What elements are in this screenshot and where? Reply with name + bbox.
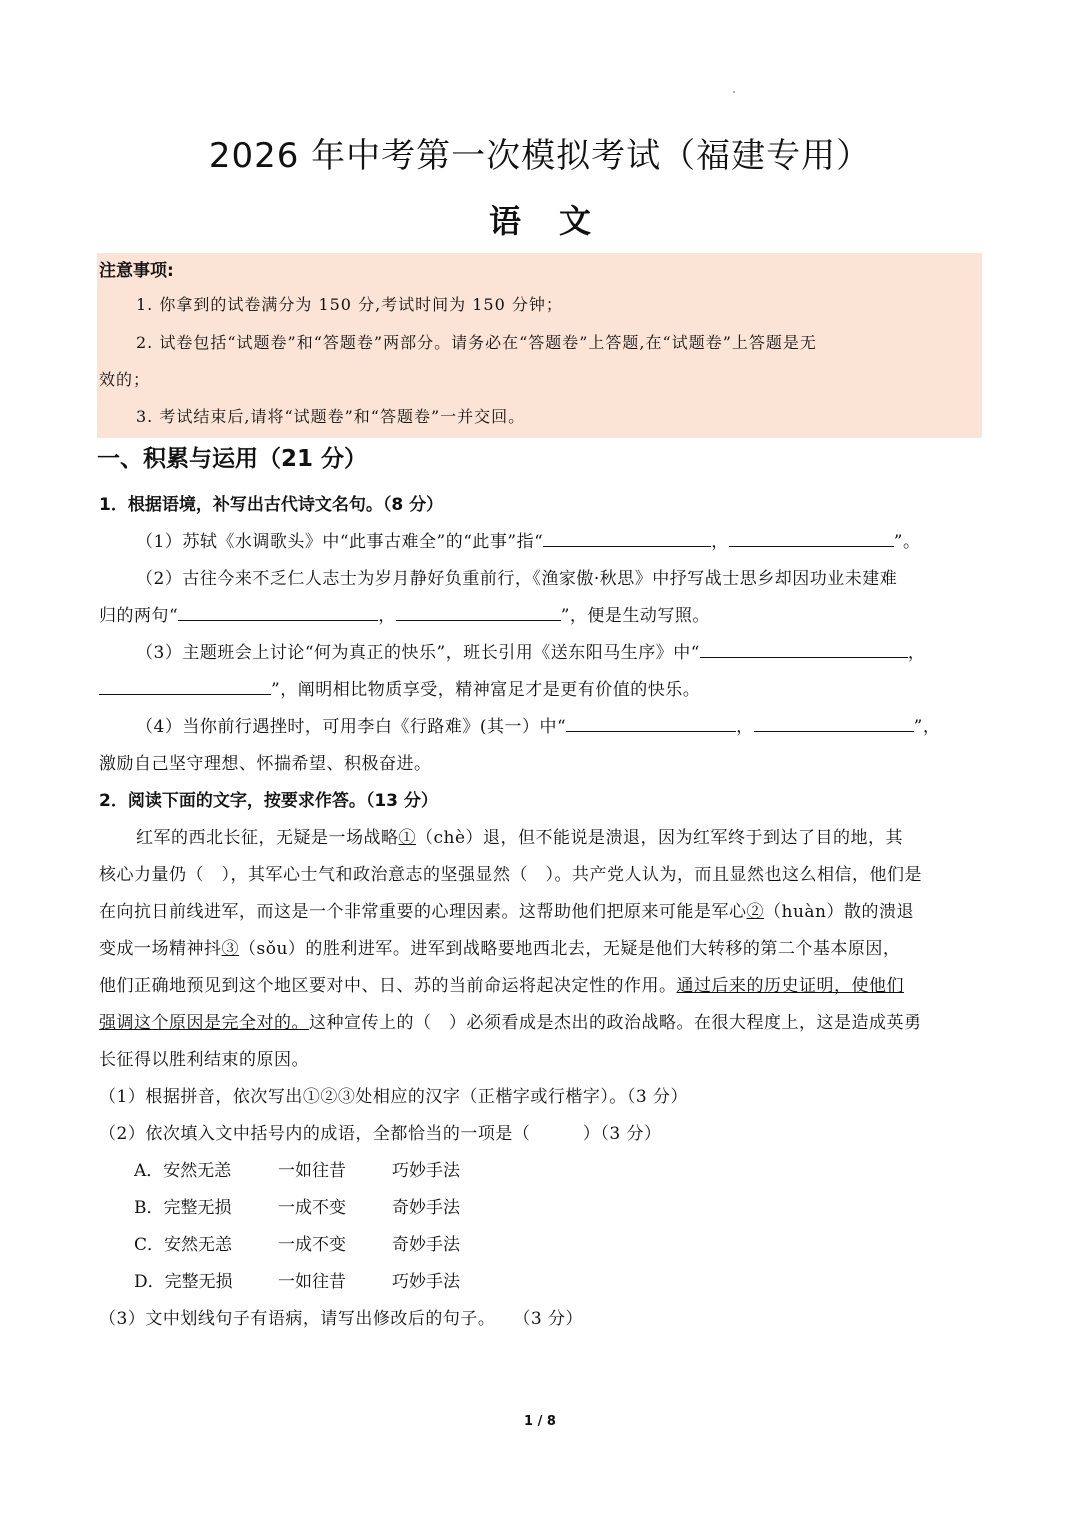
underlined-sentence: 通过后来的历史证明，使他们 xyxy=(676,976,904,996)
passage-text: （sǒu）的胜利进军。进军到战略要地西北去，无疑是他们大转移的第二个基本原因， xyxy=(239,939,901,959)
answer-blank[interactable] xyxy=(99,678,271,695)
option-label: D．完整无损 xyxy=(134,1272,233,1292)
scan-speck xyxy=(733,91,735,93)
passage-line-4 xyxy=(99,934,900,959)
q1-s3-text: （3）主题班会上讨论“何为真正的快乐”，班长引用《送东阳马生序》中“ xyxy=(136,643,700,663)
q2-sub3: （3）文中划线句子有语病，请写出修改后的句子。 （3 分） xyxy=(99,1309,584,1329)
notice-item-3: 3. 考试结束后,请将“试题卷”和“答题卷”一并交回。 xyxy=(136,407,526,426)
option-label: A．安然无恙 xyxy=(134,1161,232,1181)
marker-1: ① xyxy=(398,828,416,848)
answer-blank[interactable] xyxy=(754,715,914,732)
answer-blank[interactable] xyxy=(178,604,378,621)
answer-blank[interactable] xyxy=(396,604,561,621)
q1-s4-sep: ， xyxy=(736,717,754,737)
q2-sub1: （1）根据拼音，依次写出①②③处相应的汉字（正楷字或行楷字）。（3 分） xyxy=(99,1087,689,1107)
q1-s3-sep: ， xyxy=(907,643,926,663)
marker-3: ③ xyxy=(221,939,239,959)
passage-text: 在向抗日前线进军，而这是一个非常重要的心理因素。这帮助他们把原来可能是军心 xyxy=(99,902,747,922)
underlined-sentence: 强调这个原因是完全对的。 xyxy=(99,1013,309,1033)
q1-s3-end: ”，阐明相比物质享受，精神富足才是更有价值的快乐。 xyxy=(271,680,701,700)
option-idiom-3: 奇妙手法 xyxy=(392,1198,460,1218)
option-idiom-2: 一如往昔 xyxy=(278,1272,346,1292)
passage-text: 他们正确地预见到这个地区要对中、日、苏的当前命运将起决定性的作用。 xyxy=(99,976,677,996)
q1-s3-line1 xyxy=(136,638,925,663)
q2-sub2: （2）依次填入文中括号内的成语，全都恰当的一项是（ ）（3 分） xyxy=(99,1124,662,1144)
passage-line-7: 长征得以胜利结束的原因。 xyxy=(99,1050,309,1070)
subject-char-2: 文 xyxy=(559,202,592,240)
answer-blank[interactable] xyxy=(566,715,736,732)
passage-text: 变成一场精神抖 xyxy=(99,939,222,959)
passage-text: （huàn）散的溃退 xyxy=(764,902,914,922)
notice-item-2: 2. 试卷包括“试题卷”和“答题卷”两部分。请务必在“答题卷”上答题,在“试题卷”上答题是无 xyxy=(136,333,817,352)
option-b[interactable] xyxy=(134,1193,460,1218)
q1-s2-text: 归的两句“ xyxy=(99,606,179,626)
section-heading: 一、积累与运用（21 分） xyxy=(97,446,368,472)
q1-s4-end: ”， xyxy=(913,717,941,737)
q1-s1 xyxy=(136,527,920,552)
q1-s4-line1 xyxy=(136,712,940,737)
exam-title: 2026 年中考第一次模拟考试（福建专用） xyxy=(208,136,872,176)
marker-2: ② xyxy=(746,902,764,922)
q1-s1-end: ”。 xyxy=(893,532,921,552)
passage-line-3 xyxy=(99,897,914,922)
q1-s3-line2 xyxy=(99,675,700,700)
q1-s2-end: ”，便是生动写照。 xyxy=(560,606,710,626)
option-label: B．完整无损 xyxy=(134,1198,232,1218)
q1-s1-text: （1）苏轼《水调歌头》中“此事古难全”的“此事”指“ xyxy=(136,532,544,552)
option-idiom-3: 巧妙手法 xyxy=(392,1272,460,1292)
passage-text: 这种宣传上的（ ）必须看成是杰出的政治战略。在很大程度上，这是造成英勇 xyxy=(309,1013,922,1033)
page-number: 1 / 8 xyxy=(524,1414,556,1429)
option-label: C．安然无恙 xyxy=(134,1235,233,1255)
q2-heading: 2．阅读下面的文字，按要求作答。（13 分） xyxy=(99,791,438,811)
passage-text: （chè）退，但不能说是溃退，因为红军终于到达了目的地，其 xyxy=(416,828,904,848)
notice-item-2-cont: 效的； xyxy=(99,370,151,389)
option-idiom-2: 一成不变 xyxy=(278,1235,346,1255)
passage-line-1 xyxy=(136,823,903,848)
answer-blank[interactable] xyxy=(700,641,908,658)
q1-s2-line2 xyxy=(99,601,710,626)
answer-blank[interactable] xyxy=(543,530,711,547)
answer-blank[interactable] xyxy=(729,530,894,547)
q1-s4-text: （4）当你前行遇挫时，可用李白《行路难》(其一）中“ xyxy=(136,717,567,737)
option-idiom-3: 奇妙手法 xyxy=(392,1235,460,1255)
passage-text: 红军的西北长征，无疑是一场战略 xyxy=(136,828,399,848)
notice-heading: 注意事项: xyxy=(99,261,174,281)
option-d[interactable] xyxy=(134,1267,460,1292)
notice-item-1: 1. 你拿到的试卷满分为 150 分,考试时间为 150 分钟； xyxy=(136,295,563,314)
q1-s2-sep: ， xyxy=(378,606,396,626)
option-c[interactable] xyxy=(134,1230,460,1255)
q1-heading: 1．根据语境，补写出古代诗文名句。（8 分） xyxy=(99,495,444,515)
option-a[interactable] xyxy=(134,1156,460,1181)
q1-s1-sep: ， xyxy=(711,532,729,552)
passage-line-5 xyxy=(99,971,904,996)
passage-line-2: 核心力量仍（ ），其军心士气和政治意志的坚强显然（ ）。共产党人认为，而且显然也这么相信，他们是 xyxy=(99,865,922,885)
passage-line-6 xyxy=(99,1008,922,1033)
option-idiom-2: 一成不变 xyxy=(278,1198,346,1218)
option-idiom-2: 一如往昔 xyxy=(278,1161,346,1181)
subject-title xyxy=(0,196,1080,242)
q1-s2-line1: （2）古往今来不乏仁人志士为岁月静好负重前行，《渔家傲·秋思》中抒写战士思乡却因功业未建难 xyxy=(136,569,898,589)
option-idiom-3: 巧妙手法 xyxy=(392,1161,460,1181)
q1-s4-line2: 激励自己坚守理想、怀揣希望、积极奋进。 xyxy=(99,754,432,774)
subject-char-1: 语 xyxy=(488,202,521,240)
